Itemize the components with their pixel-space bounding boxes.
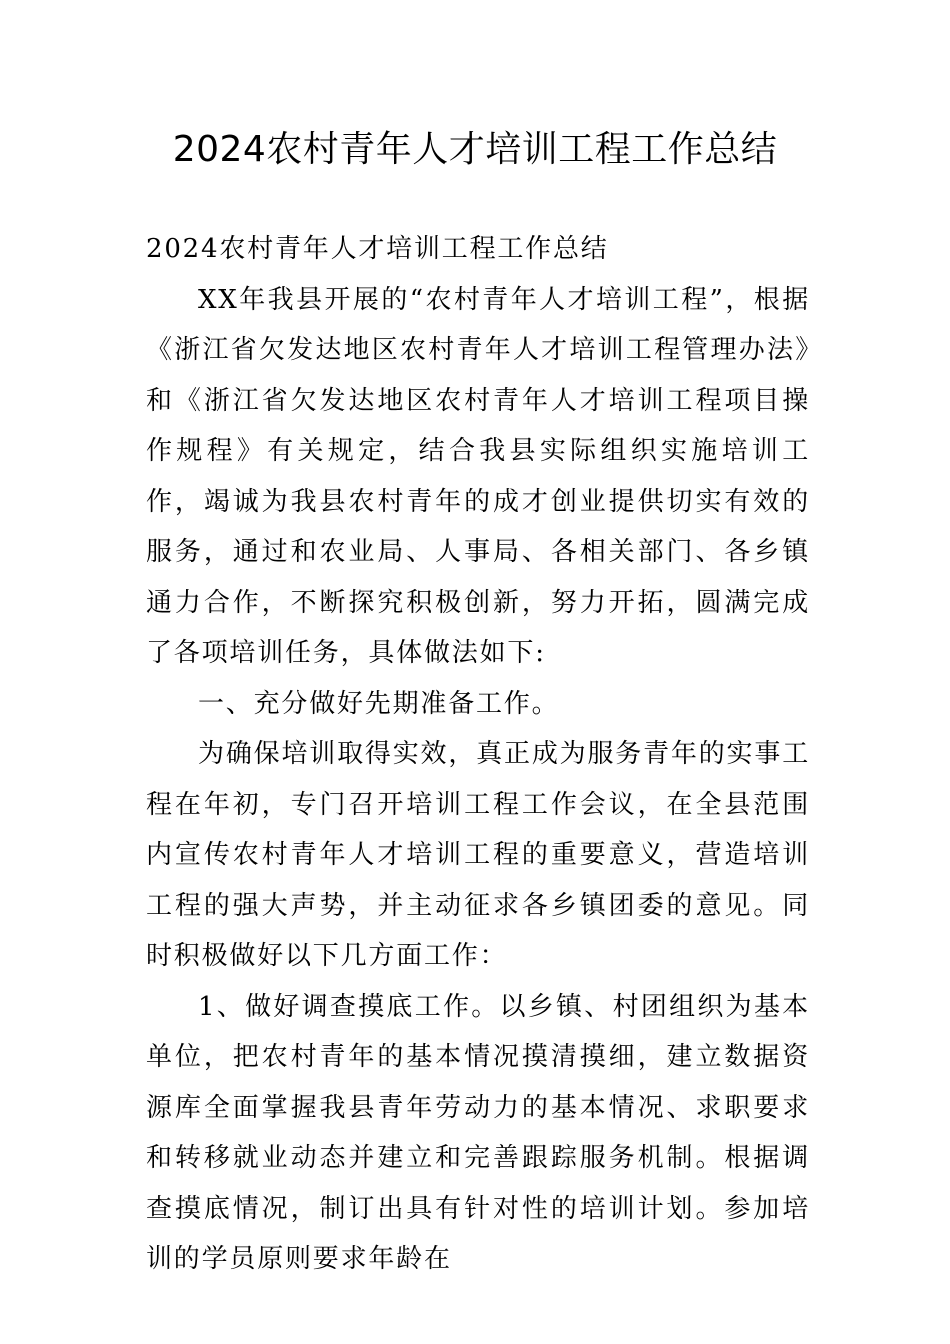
- body-paragraph-survey: 1、做好调查摸底工作。以乡镇、村团组织为基本单位，把农村青年的基本情况摸清摸细，建立数据资源库全面掌握我县青年劳动力的基本情况、求职要求和转移就业动态并建立和完善跟踪服务机制。根据调查摸底情况，制订出具有针对性的培训计划。参加培训的学员原则要求年龄在: [146, 991, 810, 1274]
- document-body: [146, 224, 810, 1285]
- subtitle-paragraph: 2024农村青年人才培训工程工作总结: [146, 234, 609, 264]
- body-paragraph-intro: XX年我县开展的“农村青年人才培训工程”，根据《浙江省欠发达地区农村青年人才培训工程管理办法》和《浙江省欠发达地区农村青年人才培训工程项目操作规程》有关规定，结合我县实际组织实施培训工作，竭诚为我县农村青年的成才创业提供切实有效的服务，通过和农业局、人事局、各相关部门、各乡镇通力合作，不断探究积极创新，努力开拓，圆满完成了各项培训任务，具体做法如下:: [146, 284, 810, 668]
- body-paragraph-preparation: 为确保培训取得实效，真正成为服务青年的实事工程在年初，专门召开培训工程工作会议，在全县范围内宣传农村青年人才培训工程的重要意义，营造培训工程的强大声势，并主动征求各乡镇团委的意见。同时积极做好以下几方面工作：: [146, 739, 810, 971]
- section-heading-1: 一、充分做好先期准备工作。: [198, 688, 560, 719]
- document-title: 2024农村青年人才培训工程工作总结: [172, 129, 778, 170]
